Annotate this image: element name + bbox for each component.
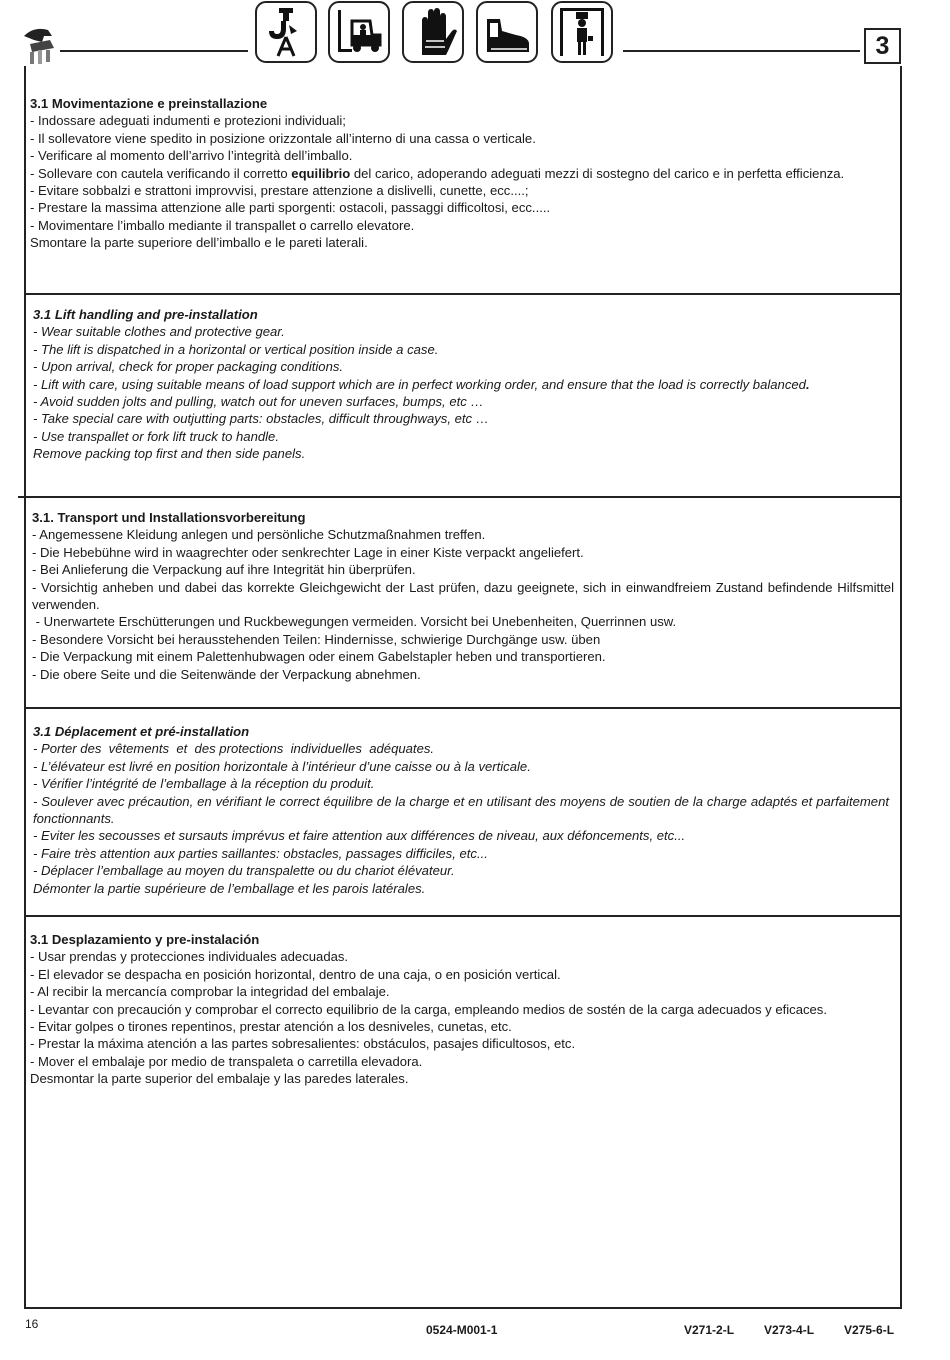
section-separator-2	[24, 496, 902, 498]
operator-figure-icon	[557, 7, 607, 57]
forklift-icon	[334, 7, 384, 57]
bold-text-run: equilibrio	[291, 165, 351, 181]
page-frame	[24, 66, 902, 1309]
header-rule-left	[60, 50, 248, 52]
crane-hook-icon	[261, 7, 311, 57]
instruction-line: - Die obere Seite und die Seitenwände der Verpackung abnehmen.	[32, 666, 421, 682]
section-english	[33, 306, 888, 463]
section-title: 3.1. Transport und Installationsvorbereitung	[32, 510, 306, 525]
instruction-line: - Bei Anlieferung die Verpackung auf ihre Integrität hin überprüfen.	[32, 562, 416, 578]
instruction-line: - Il sollevatore viene spedito in posizione orizzontale all’interno di una cassa o verticale.	[30, 130, 536, 146]
safety-shoe-icon	[482, 7, 532, 57]
instruction-line: - Wear suitable clothes and protective gear.	[33, 324, 285, 340]
instruction-line: - Verificare al momento dell’arrivo l’integrità dell’imballo.	[30, 148, 353, 164]
section-title: 3.1 Déplacement et pré-installation	[33, 724, 250, 739]
section-spanish	[30, 931, 892, 1088]
model-code: V275-6-L	[844, 1323, 895, 1337]
chapter-number-box: 3	[864, 28, 901, 64]
page-number: 16	[25, 1317, 39, 1331]
instruction-line: - Use transpallet or fork lift truck to handle.	[33, 428, 279, 444]
instruction-line: - Unerwartete Erschütterungen und Ruckbewegungen vermeiden. Vorsicht bei Unebenheiten, Querrinnen usw.	[32, 614, 677, 630]
section-separator-1	[24, 293, 902, 295]
instruction-line: - Soulever avec précaution, en vérifiant le correct équilibre de la charge et en utilisant des moyens de soutien de la charge adaptés et parfaitement fonctionnants.	[33, 793, 889, 827]
instruction-line: Desmontar la parte superior del embalaje y las paredes laterales.	[30, 1071, 409, 1087]
instruction-line: - Die Hebebühne wird in waagrechter oder senkrechter Lage in einer Kiste verpackt angeliefert.	[32, 544, 584, 560]
instruction-line: - Al recibir la mercancía comprobar la integridad del embalaje.	[30, 984, 390, 1000]
icon-frame-glove	[402, 1, 464, 63]
instruction-line: - Take special care with outjutting parts: obstacles, difficult throughways, etc …	[33, 411, 489, 427]
instruction-line: - Evitar golpes o tirones repentinos, prestar atención a los desniveles, cunetas, etc.	[30, 1019, 512, 1035]
instruction-line: - Die Verpackung mit einem Palettenhubwagen oder einem Gabelstapler heben und transportieren.	[32, 649, 606, 665]
section-separator-4	[24, 915, 902, 917]
icon-frame-crane	[255, 1, 317, 63]
margin-tick	[18, 496, 24, 498]
instruction-line: - Prestare la massima attenzione alle parti sporgenti: ostacoli, passaggi difficoltosi, ecc.....	[30, 200, 551, 216]
instruction-line: - Angemessene Kleidung anlegen und persönliche Schutzmaßnahmen treffen.	[32, 527, 486, 543]
instruction-line: - L’élévateur est livré en position horizontale à l’intérieur d’une caisse ou à la verticale.	[33, 758, 531, 774]
text-run: - Lift with care, using suitable means of load support which are in perfect working order, and ensure that the load is correctly balanced	[33, 376, 806, 392]
instruction-line: Démonter la partie supérieure de l’emballage et les parois latérales.	[33, 880, 426, 896]
brand-logo-icon	[20, 22, 60, 66]
instruction-line: - Usar prendas y protecciones individuales adecuadas.	[30, 949, 349, 965]
instruction-line: - Faire très attention aux parties saillantes: obstacles, passages difficiles, etc...	[33, 845, 488, 861]
instruction-line: - Avoid sudden jolts and pulling, watch out for uneven surfaces, bumps, etc …	[33, 394, 484, 410]
icon-frame-forklift	[328, 1, 390, 63]
instruction-line: - Vérifier l’intégrité de l’emballage à la réception du produit.	[33, 776, 375, 792]
section-french	[33, 723, 889, 897]
model-code: V271-2-L	[684, 1323, 735, 1337]
text-run: - Sollevare con cautela verificando il corretto	[30, 165, 292, 181]
section-title: 3.1 Desplazamiento y pre-instalación	[30, 932, 260, 947]
instruction-line: - Evitare sobbalzi e strattoni improvvisi, prestare attenzione a dislivelli, cunette, ecc....;	[30, 183, 529, 199]
instruction-line: - Vorsichtig anheben und dabei das korrekte Gleichgewicht der Last prüfen, dazu geeignete, sich in einwandfreiem Zustand befindende Hilfsmittel verwenden.	[32, 579, 894, 613]
instruction-line: - El elevador se despacha en posición horizontal, dentro de una caja, o en posición vertical.	[30, 966, 561, 982]
instruction-line-emphasis	[30, 165, 891, 182]
section-title: 3.1 Lift handling and pre-installation	[33, 307, 258, 322]
instruction-line: - Movimentare l’imballo mediante il transpallet o carrello elevatore.	[30, 217, 415, 233]
icon-frame-shoe	[476, 1, 538, 63]
instruction-line: Remove packing top first and then side panels.	[33, 446, 306, 462]
instruction-line: Smontare la parte superiore dell’imballo e le pareti laterali.	[30, 235, 368, 251]
instruction-line: - Déplacer l’emballage au moyen du transpalette ou du chariot élévateur.	[33, 863, 455, 879]
section-title: 3.1 Movimentazione e preinstallazione	[30, 96, 268, 111]
section-italian	[30, 95, 891, 252]
bold-text-run: .	[805, 376, 810, 392]
instruction-line: - Mover el embalaje por medio de transpaleta o carretilla elevadora.	[30, 1053, 423, 1069]
instruction-line: - The lift is dispatched in a horizontal or vertical position inside a case.	[33, 341, 439, 357]
document-code: 0524-M001-1	[426, 1323, 498, 1337]
instruction-line: - Upon arrival, check for proper packaging conditions.	[33, 359, 344, 375]
instruction-line: - Levantar con precaución y comprobar el correcto equilibrio de la carga, empleando medios de sostén de la carga adecuados y eficaces.	[30, 1001, 827, 1017]
instruction-line-emphasis	[33, 376, 888, 393]
instruction-line: - Besondere Vorsicht bei herausstehenden Teilen: Hindernisse, schwierige Durchgänge usw. üben	[32, 631, 601, 647]
header-rule-right	[623, 50, 860, 52]
instruction-line: - Indossare adeguati indumenti e protezioni individuali;	[30, 113, 346, 129]
instruction-line: - Prestar la máxima atención a las partes sobresalientes: obstáculos, pasajes dificultosos, etc.	[30, 1036, 576, 1052]
text-run: del carico, adoperando adeguati mezzi di sostegno del carico e in perfetta efficienza.	[350, 165, 845, 181]
protective-glove-icon	[408, 7, 458, 57]
section-german	[32, 509, 894, 683]
instruction-line: - Eviter les secousses et sursauts imprévus et faire attention aux différences de niveau, aux défoncements, etc...	[33, 828, 686, 844]
model-code: V273-4-L	[764, 1323, 815, 1337]
icon-frame-operator	[551, 1, 613, 63]
instruction-line: - Porter des vêtements et des protections individuelles adéquates.	[33, 741, 435, 757]
section-separator-3	[24, 707, 902, 709]
